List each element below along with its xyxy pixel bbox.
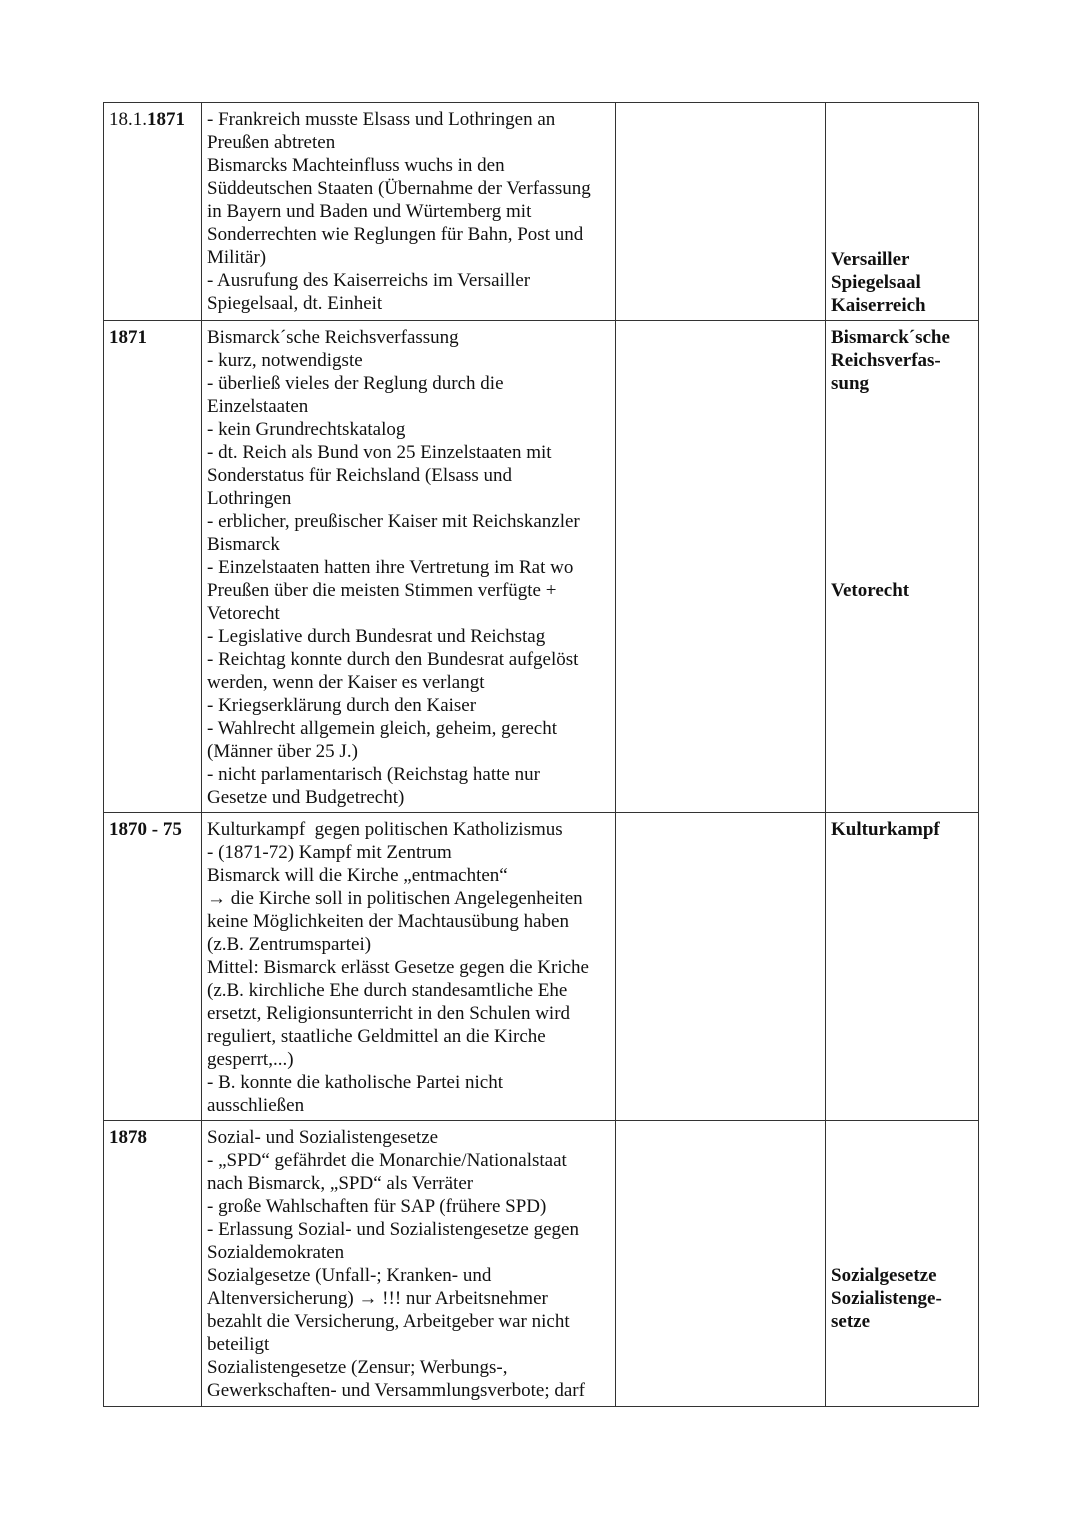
note-line: Bismarck´sche Reichsverfassung [207,327,459,348]
keyword-cell [826,1121,979,1407]
table-row [104,103,979,321]
note-line: Sozialistengesetze (Zensur; Werbungs-, [207,1357,508,1378]
keyword-label: Kulturkampf [831,819,940,840]
keyword-label: Bismarck´sche [831,327,950,348]
empty-cell [616,1121,826,1407]
table-row [104,813,979,1121]
note-line: Sozial- und Sozialistengesetze [207,1127,439,1148]
note-line: (z.B. kirchliche Ehe durch standesamtliche Ehe [207,980,568,1001]
date-cell: 1871 [104,321,202,813]
keyword-label: sung [831,373,870,394]
notes-cell [202,813,616,1121]
note-line: - große Wahlschaften für SAP (frühere SPD) [207,1196,547,1217]
note-line: (z.B. Zentrumspartei) [207,934,372,955]
note-line: Gewerkschaften- und Versammlungsverbote; darf [207,1380,585,1401]
note-line: Sonderstatus für Reichsland (Elsass und [207,465,513,486]
keyword-label: Sozialistenge- [831,1288,942,1309]
note-line: in Bayern und Baden und Würtemberg mit [207,201,532,222]
note-line: - Kriegserklärung durch den Kaiser [207,695,477,716]
note-line: Bismarck [207,534,280,555]
table-row [104,1121,979,1407]
note-line: ersetzt, Religionsunterricht in den Schulen wird [207,1003,571,1024]
note-line: Altenversicherung) → !!! nur Arbeitsnehmer [207,1288,548,1309]
keyword-label: setze [831,1311,871,1332]
keyword-label: Kaiserreich [831,295,926,316]
note-line: - Legislative durch Bundesrat und Reichstag [207,626,546,647]
note-line: Gesetze und Budgetrecht) [207,787,405,808]
note-line: - B. konnte die katholische Partei nicht [207,1072,504,1093]
keyword-cell [826,813,979,1121]
note-line: bezahlt die Versicherung, Arbeitgeber war nicht [207,1311,570,1332]
note-line: - überließ vieles der Reglung durch die [207,373,504,394]
empty-cell [616,103,826,321]
note-line: Einzelstaaten [207,396,309,417]
date-year: 1871 [147,109,185,130]
note-line: Süddeutschen Staaten (Übernahme der Verfassung [207,178,591,199]
notes-table [103,102,979,1407]
note-line: - „SPD“ gefährdet die Monarchie/Nationalstaat [207,1150,567,1171]
note-line: beteiligt [207,1334,270,1355]
note-line: nach Bismarck, „SPD“ als Verräter [207,1173,474,1194]
note-line: Mittel: Bismarck erlässt Gesetze gegen die Kriche [207,957,589,978]
keyword-label: Spiegelsaal [831,272,921,293]
note-line: - kurz, notwendigste [207,350,363,371]
note-line: Preußen über die meisten Stimmen verfügte + [207,580,557,601]
note-line: - dt. Reich als Bund von 25 Einzelstaaten mit [207,442,552,463]
keyword-cell [826,103,979,321]
keyword-label: Vetorecht [831,580,910,601]
note-line: Sozialdemokraten [207,1242,345,1263]
note-line: - erblicher, preußischer Kaiser mit Reichskanzler [207,511,580,532]
note-line: - Wahlrecht allgemein gleich, geheim, gerecht [207,718,557,739]
note-line: Bismarcks Machteinfluss wuchs in den [207,155,505,176]
empty-cell [616,813,826,1121]
keyword-label: Sozialgesetze [831,1265,937,1286]
keyword-cell [826,321,979,813]
note-line: Lothringen [207,488,292,509]
note-line: - Frankreich musste Elsass und Lothringen an [207,109,556,130]
note-line: gesperrt,...) [207,1049,294,1070]
note-line: → die Kirche soll in politischen Angelegenheiten [207,888,583,909]
date-cell: 1870 - 75 [104,813,202,1121]
table-row [104,321,979,813]
note-line: - kein Grundrechtskatalog [207,419,406,440]
notes-cell [202,1121,616,1407]
notes-cell [202,321,616,813]
note-line: - Reichtag konnte durch den Bundesrat aufgelöst [207,649,579,670]
note-line: Preußen abtreten [207,132,336,153]
notes-cell [202,103,616,321]
note-line: - nicht parlamentarisch (Reichstag hatte nur [207,764,540,785]
keyword-label: Versailler [831,249,910,270]
note-line: keine Möglichkeiten der Machtausübung haben [207,911,569,932]
note-line: (Männer über 25 J.) [207,741,358,762]
note-line: ausschließen [207,1095,305,1116]
empty-cell [616,321,826,813]
note-line: - Ausrufung des Kaiserreichs im Versailler [207,270,531,291]
keyword-label: Reichsverfas- [831,350,941,371]
note-line: - Einzelstaaten hatten ihre Vertretung im Rat wo [207,557,574,578]
note-line: Sozialgesetze (Unfall-; Kranken- und [207,1265,492,1286]
note-line: Bismarck will die Kirche „entmachten“ [207,865,508,886]
note-line: - Erlassung Sozial- und Sozialistengesetze gegen [207,1219,579,1240]
note-line: Kulturkampf gegen politischen Katholizismus [207,819,563,840]
date-cell: 1878 [104,1121,202,1407]
note-line: - (1871-72) Kampf mit Zentrum [207,842,452,863]
note-line: Vetorecht [207,603,280,624]
note-line: Spiegelsaal, dt. Einheit [207,293,383,314]
note-line: Sonderrechten wie Reglungen für Bahn, Post und [207,224,584,245]
date-prefix: 18.1. [109,109,147,130]
date-cell [104,103,202,321]
note-line: reguliert, staatliche Geldmittel an die Kirche [207,1026,546,1047]
note-line: Militär) [207,247,267,268]
note-line: werden, wenn der Kaiser es verlangt [207,672,485,693]
